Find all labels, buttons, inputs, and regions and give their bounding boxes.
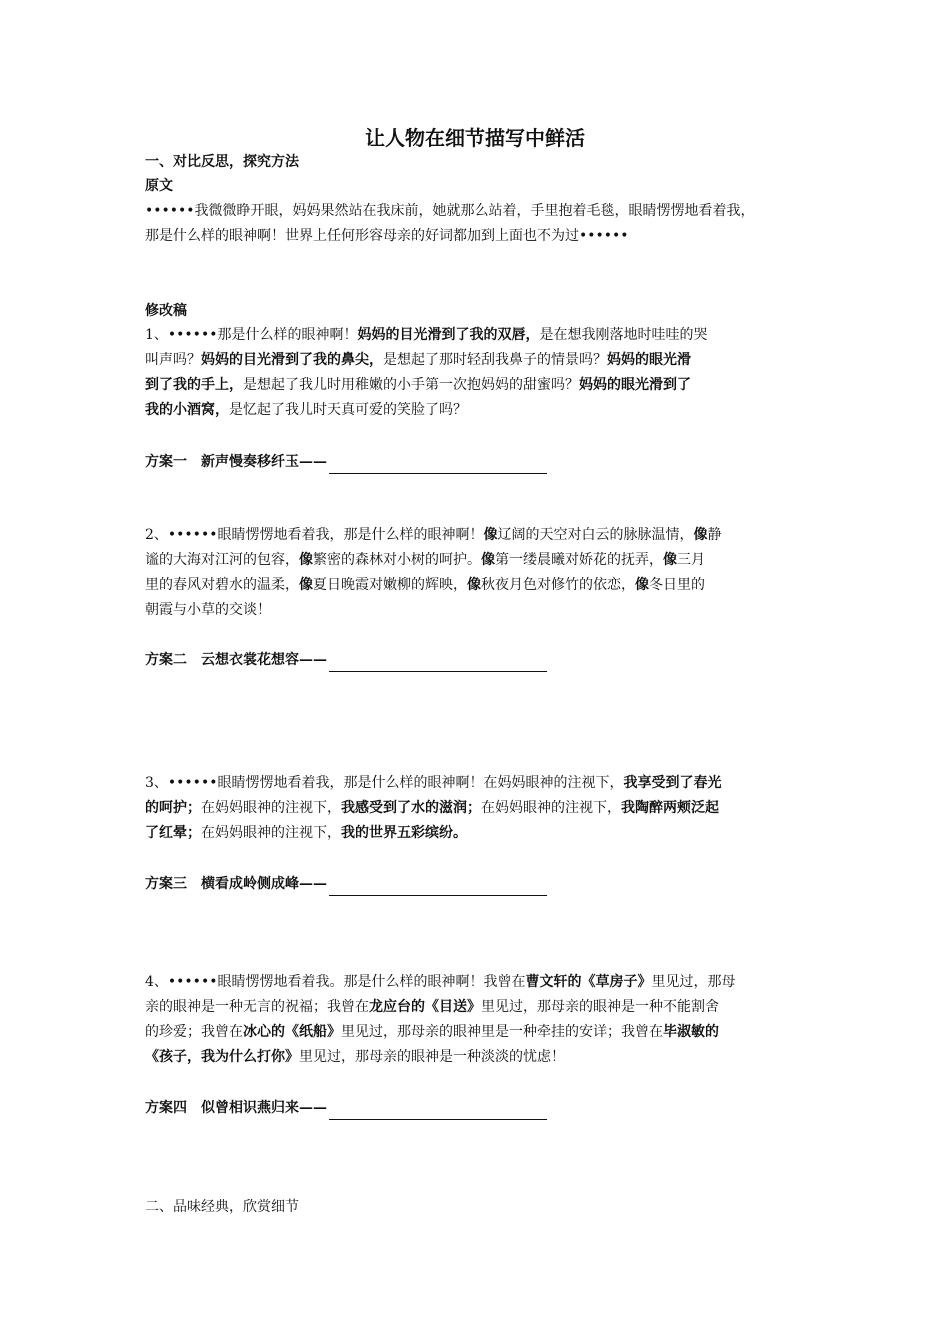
p2-line-4: 朝霞与小草的交谈！ — [145, 602, 271, 618]
section1-heading: 一、对比反思，探究方法 — [145, 154, 299, 170]
p4-line-4: 《孩子，我为什么打你》里见过，那母亲的眼神是一种淡淡的忧虑！ — [145, 1049, 565, 1065]
original-line-2: 那是什么样的眼神啊！世界上任何形容母亲的好词都加到上面也不为过•••••• — [145, 228, 629, 244]
plan-1: 方案一 新声慢奏移纤玉—— — [145, 450, 547, 474]
plan-3: 方案三 横看成岭侧成峰—— — [145, 872, 547, 896]
original-line-1: ••••••我微微睁开眼，妈妈果然站在我床前，她就那么站着，手里抱着毛毯，眼睛愣愣地看着我， — [145, 203, 755, 219]
plan-2-blank[interactable] — [329, 653, 547, 672]
p2-line-2: 谧的大海对江河的包容，像繁密的森林对小树的呵护。像第一缕晨曦对娇花的抚弄，像三月 — [145, 552, 705, 568]
plan-3-blank[interactable] — [329, 877, 547, 896]
page-title: 让人物在细节描写中鲜活 — [365, 126, 585, 150]
p1-line-2: 叫声吗？妈妈的目光滑到了我的鼻尖，是想起了那时轻刮我鼻子的情景吗？妈妈的眼光滑 — [145, 352, 691, 368]
p3-line-2: 的呵护；在妈妈眼神的注视下，我感受到了水的滋润；在妈妈眼神的注视下，我陶醉两颊泛起 — [145, 800, 719, 816]
original-label: 原文 — [145, 178, 173, 194]
p4-line-3: 的珍爱；我曾在冰心的《纸船》里见过，那母亲的眼神里是一种牵挂的安详；我曾在毕淑敏的 — [145, 1024, 719, 1040]
plan-4: 方案四 似曾相识燕归来—— — [145, 1096, 547, 1120]
p1-line-3: 到了我的手上，是想起了我儿时用稚嫩的小手第一次抱妈妈的甜蜜吗？妈妈的眼光滑到了 — [145, 377, 691, 393]
revision-label: 修改稿 — [145, 303, 187, 319]
p3-line-3: 了红晕；在妈妈眼神的注视下，我的世界五彩缤纷。 — [145, 825, 467, 841]
section2-heading: 二、品味经典，欣赏细节 — [145, 1199, 299, 1215]
p2-line-3: 里的春风对碧水的温柔，像夏日晚霞对嫩柳的辉映，像秋夜月色对修竹的依恋，像冬日里的 — [145, 577, 705, 593]
p1-line-4: 我的小酒窝，是忆起了我儿时天真可爱的笑脸了吗？ — [145, 402, 467, 418]
p2-line-1: 2、••••••眼睛愣愣地看着我，那是什么样的眼神啊！像辽阔的天空对白云的脉脉温情，像静 — [145, 527, 722, 543]
p4-line-2: 亲的眼神是一种无言的祝福；我曾在龙应台的《目送》里见过，那母亲的眼神是一种不能割舍 — [145, 999, 719, 1015]
p3-line-1: 3、••••••眼睛愣愣地看着我，那是什么样的眼神啊！在妈妈眼神的注视下，我享受到了春光 — [145, 775, 722, 791]
p4-line-1: 4、••••••眼睛愣愣地看着我。那是什么样的眼神啊！我曾在曹文轩的《草房子》里见过，那母 — [145, 974, 736, 990]
plan-1-blank[interactable] — [329, 455, 547, 474]
plan-2: 方案二 云想衣裳花想容—— — [145, 648, 547, 672]
p1-line-1: 1、••••••那是什么样的眼神啊！妈妈的目光滑到了我的双唇，是在想我刚落地时哇哇的哭 — [145, 327, 708, 343]
plan-4-blank[interactable] — [329, 1101, 547, 1120]
